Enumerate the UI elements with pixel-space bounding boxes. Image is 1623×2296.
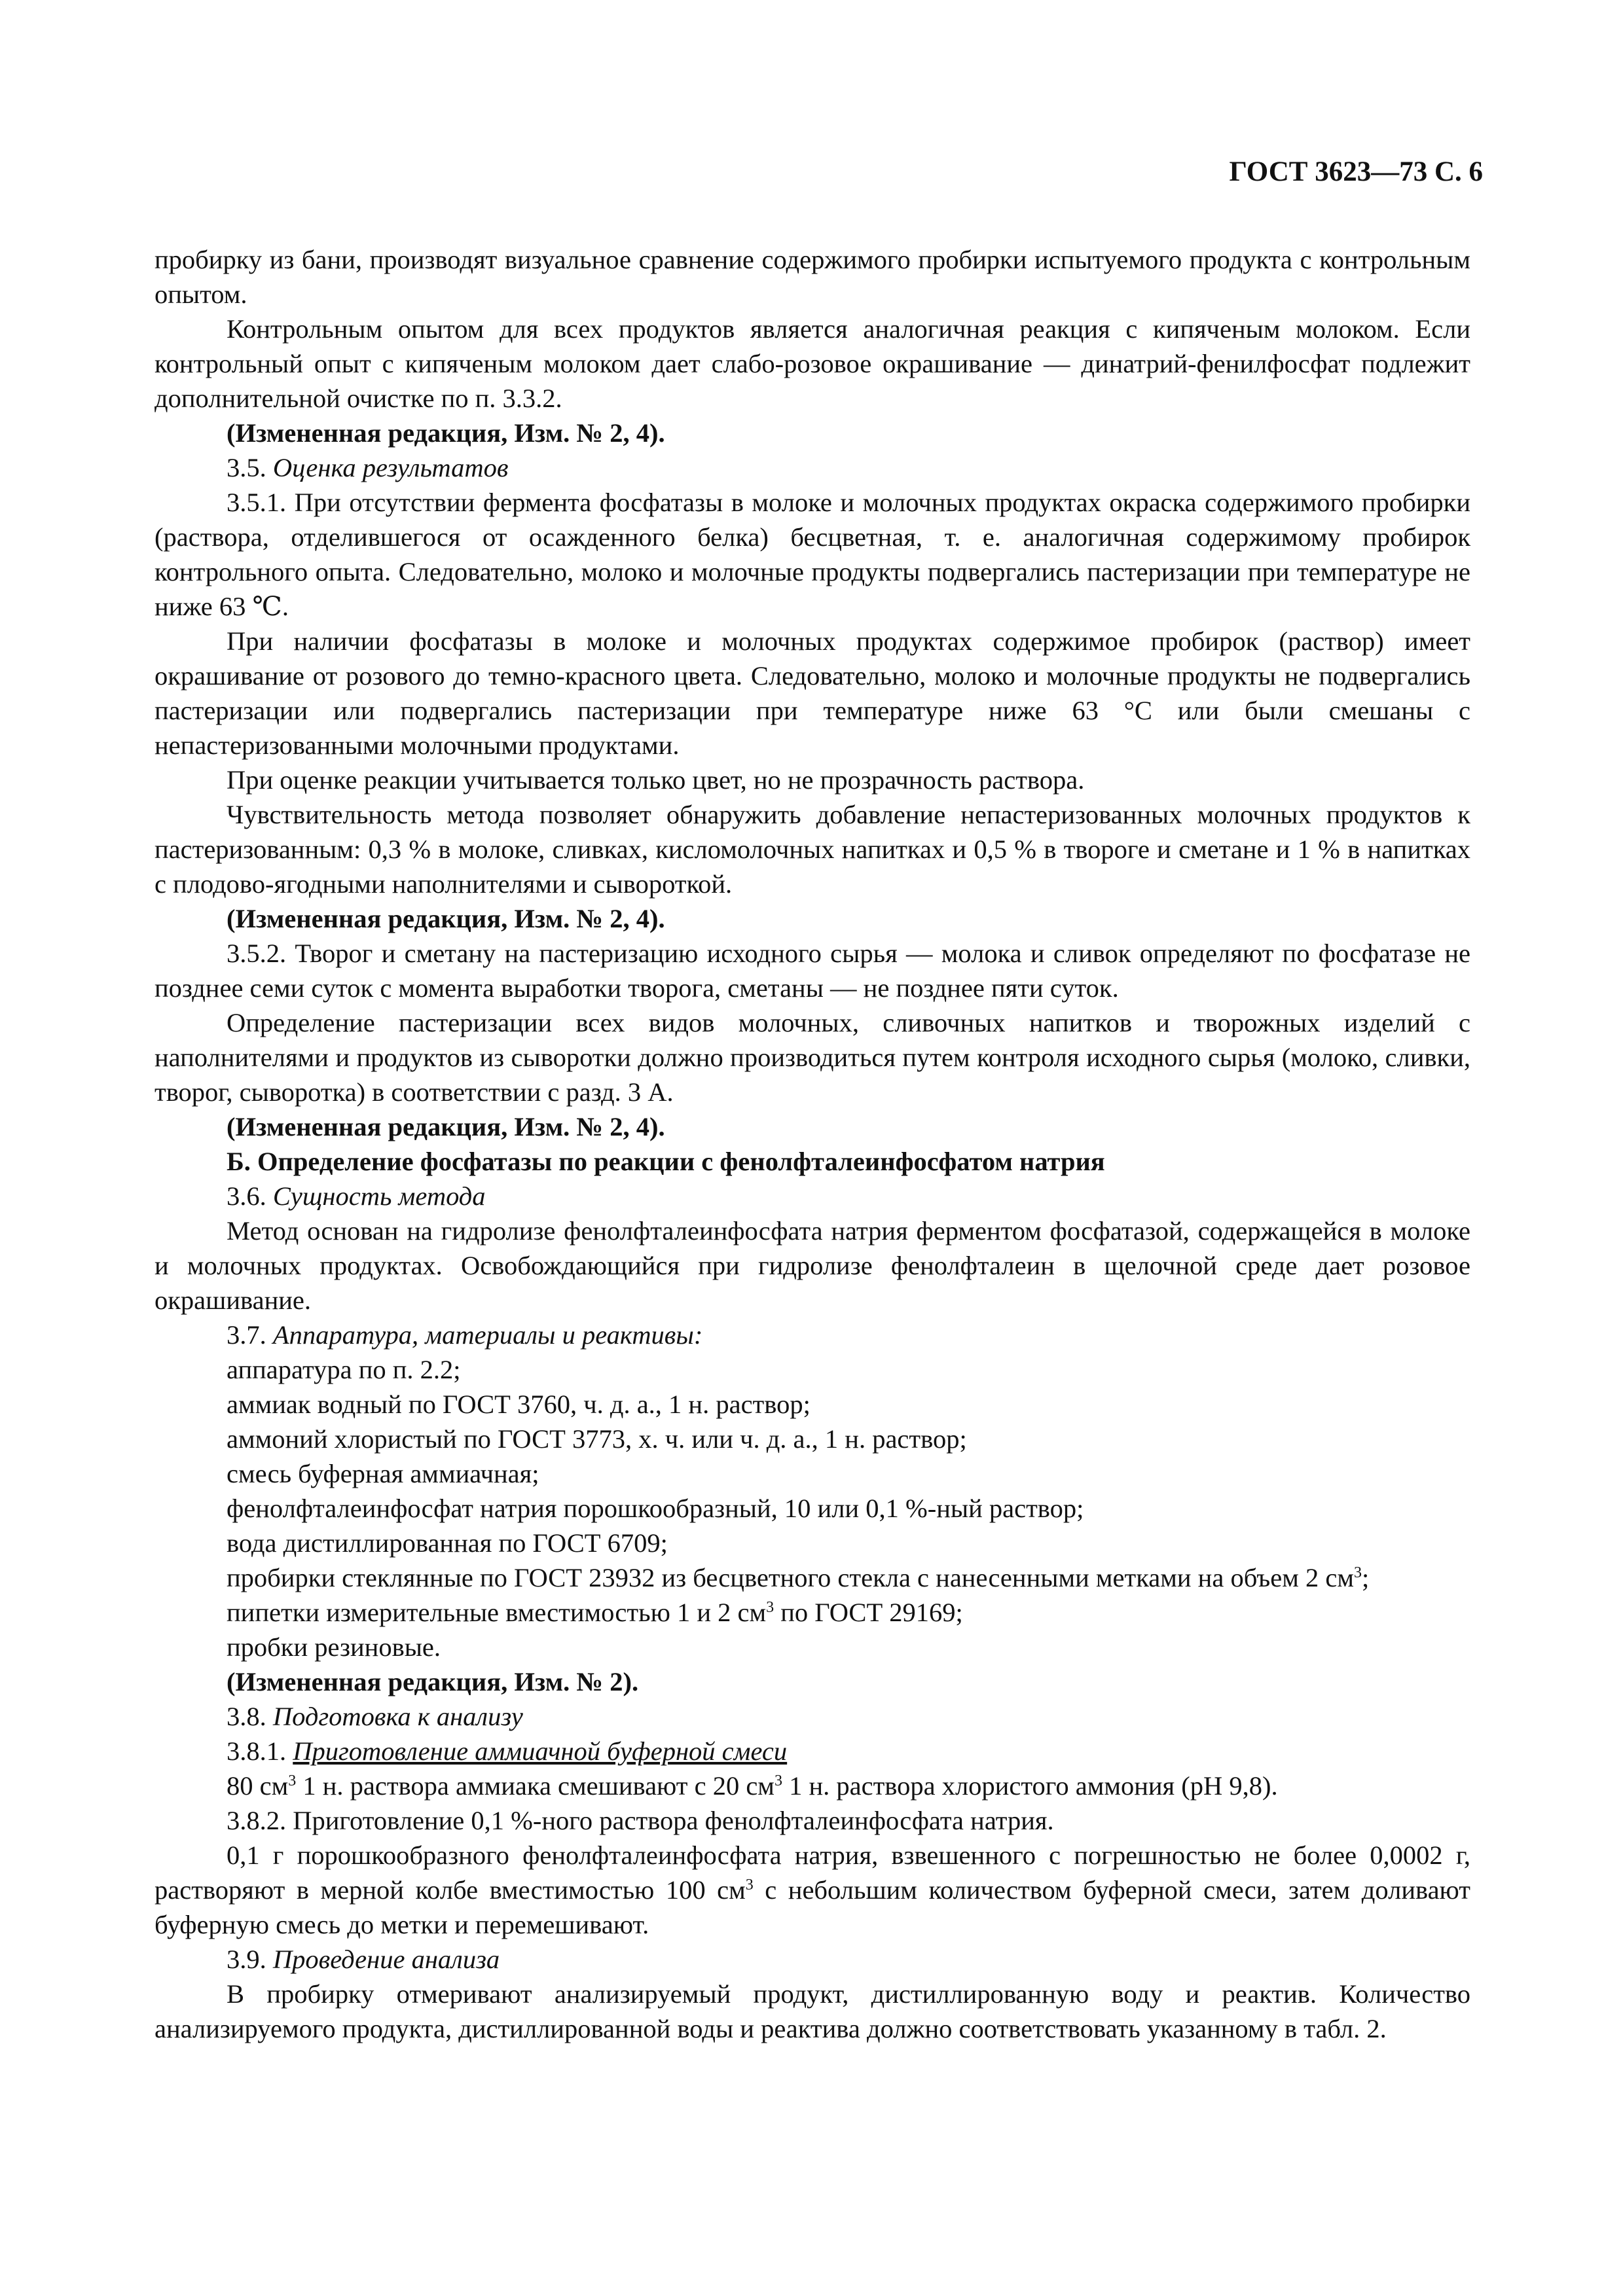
amendment-note: (Измененная редакция, Изм. № 2, 4). [227, 904, 665, 933]
superscript: 3 [1353, 1564, 1362, 1581]
list-item-text: ; [1361, 1563, 1370, 1592]
section-title: Аппаратура, материалы и реактивы: [272, 1320, 703, 1350]
paragraph-text: 80 см [227, 1771, 289, 1801]
section-heading [155, 1318, 1470, 1352]
superscript: 3 [745, 1876, 754, 1893]
paragraph-text: 1 н. раствора аммиака смешивают с 20 см [296, 1771, 775, 1801]
list-item: аппаратура по п. 2.2; [227, 1355, 461, 1384]
list-item-text: пипетки измерительные вместимостью 1 и 2 см [227, 1598, 767, 1627]
paragraph: Метод основан на гидролизе фенолфталеинфосфата натрия ферментом фосфатазой, содержащейся в молоке и молочных продуктах. Освобождающийся при гидролизе фенолфталеин в щелочной среде дает розовое окрашивание. [155, 1216, 1470, 1315]
paragraph [155, 1838, 1470, 1942]
list-item: вода дистиллированная по ГОСТ 6709; [227, 1528, 668, 1558]
list-item [155, 1595, 1470, 1630]
section-number: 3.6. [227, 1181, 273, 1211]
section-heading [155, 1942, 1470, 1977]
subsection-heading: Б. Определение фосфатазы по реакции с фенолфталеинфосфатом натрия [227, 1147, 1105, 1176]
section-title: Подготовка к анализу [272, 1702, 523, 1731]
paragraph: Определение пастеризации всех видов молочных, сливочных напитков и творожных изделий с наполнителями и продуктов из сыворотки должно производиться путем контроля исходного сырья (молоко, сливки, творог, сыворотка) в соответствии с разд. 3 А. [155, 1008, 1470, 1107]
paragraph-text: 1 н. раствора хлористого аммония (рН 9,8). [782, 1771, 1278, 1801]
section-heading [155, 450, 1470, 485]
paragraph: Чувствительность метода позволяет обнаружить добавление непастеризованных молочных продуктов к пастеризованным: 0,3 % в молоке, сливках, кисломолочных напитках и 0,5 % в твороге и сметане и 1 % в напитках с плодово-ягодными наполнителями и сывороткой. [155, 800, 1470, 899]
superscript: 3 [288, 1772, 297, 1789]
section-heading [155, 1699, 1470, 1734]
paragraph: Контрольным опытом для всех продуктов является аналогичная реакция с кипяченым молоком. Если контрольный опыт с кипяченым молоком дает слабо-розовое окрашивание — динатрий-фенилфосфат подлежит дополнительной очистке по п. 3.3.2. [155, 314, 1470, 413]
list-item-text: по ГОСТ 29169; [774, 1598, 963, 1627]
list-item: смесь буферная аммиачная; [227, 1459, 539, 1488]
section-number: 3.5. [227, 453, 273, 482]
paragraph-text: 0,1 г порошкообразного фенолфталеинфосфата натрия, взвешенного с погрешностью не более 0,0002 г, растворяют в мерной колбе вместимостью 100 см [155, 1840, 1470, 1905]
section-title: Приготовление аммиачной буферной смеси [293, 1736, 788, 1766]
paragraph: 3.8.2. Приготовление 0,1 %-ного раствора фенолфталеинфосфата натрия. [227, 1806, 1054, 1835]
section-title: Оценка результатов [272, 453, 509, 482]
document-body [155, 242, 1470, 2046]
superscript: 3 [774, 1772, 782, 1789]
amendment-note: (Измененная редакция, Изм. № 2). [227, 1667, 639, 1696]
section-heading [155, 1179, 1470, 1213]
paragraph: В пробирку отмеривают анализируемый продукт, дистиллированную воду и реактив. Количество анализируемого продукта, дистиллированной воды и реактива должно соответствовать указанному в табл. 2. [155, 1979, 1470, 2043]
paragraph [155, 1768, 1470, 1803]
paragraph: При наличии фосфатазы в молоке и молочных продуктах содержимое пробирок (раствор) имеет окрашивание от розового до темно-красного цвета. Следовательно, молоко и молочные продукты не подвергались пастеризации или подвергались пастеризации при температуре ниже 63 °С или были смешаны с непастеризованными молочными продуктами. [155, 626, 1470, 760]
paragraph: 3.5.2. Творог и сметану на пастеризацию исходного сырья — молока и сливок определяют по фосфатазе не позднее семи суток с момента выработки творога, сметаны — не позднее пяти суток. [155, 939, 1470, 1003]
paragraph: пробирку из бани, производят визуальное сравнение содержимого пробирки испытуемого продукта с контрольным опытом. [155, 245, 1470, 309]
paragraph-text: с небольшим количеством буферной смеси, затем доливают буферную смесь до метки и перемешивают. [155, 1875, 1470, 1939]
section-title: Сущность метода [272, 1181, 486, 1211]
section-number: 3.8. [227, 1702, 273, 1731]
page-header: ГОСТ 3623—73 С. 6 [1229, 156, 1483, 187]
section-number: 3.9. [227, 1945, 273, 1974]
list-item: фенолфталеинфосфат натрия порошкообразный, 10 или 0,1 %-ный раствор; [227, 1494, 1084, 1523]
amendment-note: (Измененная редакция, Изм. № 2, 4). [227, 1112, 665, 1141]
list-item: аммоний хлористый по ГОСТ 3773, х. ч. или ч. д. а., 1 н. раствор; [227, 1424, 967, 1454]
section-number: 3.8.1. [227, 1736, 293, 1766]
section-heading [155, 1734, 1470, 1768]
list-item [155, 1560, 1470, 1595]
paragraph: При оценке реакции учитывается только цвет, но не прозрачность раствора. [227, 765, 1085, 795]
list-item-text: пробирки стеклянные по ГОСТ 23932 из бесцветного стекла с нанесенными метками на объем 2 см [227, 1563, 1354, 1592]
superscript: 3 [766, 1599, 775, 1616]
list-item: пробки резиновые. [227, 1632, 441, 1662]
amendment-note: (Измененная редакция, Изм. № 2, 4). [227, 418, 665, 448]
section-title: Проведение анализа [272, 1945, 500, 1974]
list-item: аммиак водный по ГОСТ 3760, ч. д. а., 1 н. раствор; [227, 1390, 811, 1419]
paragraph: 3.5.1. При отсутствии фермента фосфатазы в молоке и молочных продуктах окраска содержимого пробирки (раствора, отделившегося от осажденного белка) бесцветная, т. е. аналогичная содержимому пробирок контрольного опыта. Следовательно, молоко и молочные продукты подвергались пастеризации при температуре не ниже 63 ℃. [155, 488, 1470, 621]
section-number: 3.7. [227, 1320, 273, 1350]
